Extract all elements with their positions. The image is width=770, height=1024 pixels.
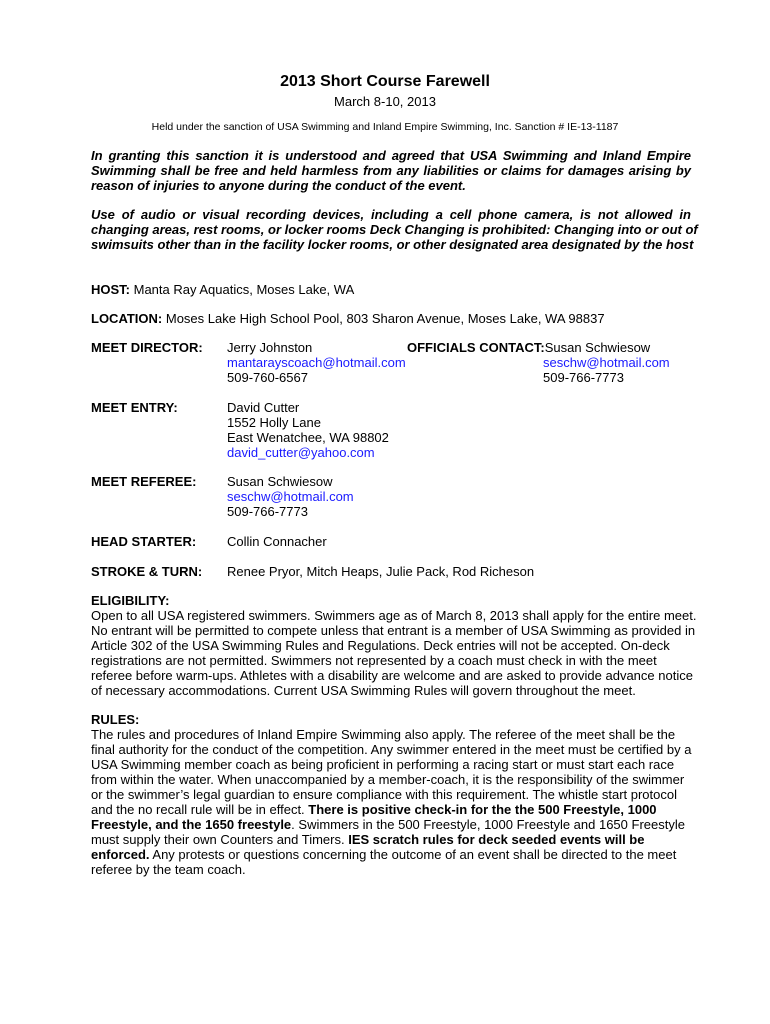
rules-line: from within the water. When unaccompanied by a member-coach, it is the responsibility of the swimmer: [91, 772, 685, 787]
eligibility-line: Article 302 of the USA Swimming Rules and Regulations. Deck entries will not be accepted. On-deck: [91, 638, 670, 653]
rules-line: USA Swimming member coach as being proficient in performing a racing start or must start each race: [91, 757, 675, 772]
rules-bold-text: There is positive check-in for the the 500 Freestyle, 1000: [308, 802, 657, 817]
rules-text: . Swimmers in the 500 Freestyle, 1000 Freestyle and 1650 Freestyle: [291, 817, 685, 832]
liability-disclaimer: [91, 148, 691, 193]
host-label: HOST:: [91, 282, 130, 297]
eligibility-line: of necessary accommodations. Current USA Swimming Rules will govern throughout the meet.: [91, 683, 636, 698]
location-value: Moses Lake High School Pool, 803 Sharon Avenue, Moses Lake, WA 98837: [165, 311, 605, 326]
rules-heading: RULES:: [91, 712, 140, 727]
stroke-turn-label: STROKE & TURN:: [91, 564, 203, 579]
rules-line: [91, 847, 691, 862]
rules-text: and the no recall rule will be in effect.: [91, 802, 309, 817]
meet-referee-email[interactable]: seschw@hotmail.com: [227, 489, 354, 504]
meet-referee-name: Susan Schwiesow: [227, 474, 333, 489]
rules-line: [91, 802, 691, 817]
sanction-line: Held under the sanction of USA Swimming and Inland Empire Swimming, Inc. Sanction # IE-13-1187: [151, 121, 619, 133]
disclaimer-line: reason of injuries to anyone during the conduct of the event.: [91, 178, 466, 193]
eligibility-line: Open to all USA registered swimmers. Swimmers age as of March 8, 2013 shall apply for the entire meet.: [91, 608, 697, 623]
rules-bold-text: enforced.: [91, 847, 150, 862]
rules-section: [91, 712, 691, 877]
meet-director-email[interactable]: mantarayscoach@hotmail.com: [227, 355, 406, 370]
officials-contact-email[interactable]: seschw@hotmail.com: [543, 355, 670, 370]
rules-line: [91, 832, 691, 847]
rules-line: The rules and procedures of Inland Empire Swimming also apply. The referee of the meet shall be the: [91, 727, 676, 742]
disclaimer-line: swimsuits other than in the facility locker rooms, or other designated area designated by the host: [91, 237, 694, 252]
meet-title: 2013 Short Course Farewell: [280, 73, 490, 90]
meet-director-phone: 509-760-6567: [227, 370, 308, 385]
meet-director-block: [227, 340, 406, 385]
officials-contact-details: [543, 355, 670, 385]
meet-referee-block: [227, 474, 354, 519]
stroke-turn-value: Renee Pryor, Mitch Heaps, Julie Pack, Rod Richeson: [227, 564, 535, 579]
rules-line: [91, 817, 691, 832]
host-row: [91, 282, 354, 297]
officials-contact-row: [407, 340, 650, 355]
head-starter-label: HEAD STARTER:: [91, 534, 197, 549]
head-starter-value: Collin Connacher: [227, 534, 327, 549]
location-label: LOCATION:: [91, 311, 163, 326]
rules-line: or the swimmer’s legal guardian to ensure compliance with this requirement. The whistle start protocol: [91, 787, 677, 802]
eligibility-line: No entrant will be permitted to compete unless that entrant is a member of USA Swimming as provided in: [91, 623, 696, 638]
disclaimer-line: changing areas, rest rooms, or locker rooms Deck Changing is prohibited: Changing into or out of: [91, 222, 698, 237]
meet-referee-phone: 509-766-7773: [227, 504, 308, 519]
recording-disclaimer: [91, 207, 698, 252]
location-row: [91, 311, 605, 326]
rules-bold-text: IES scratch rules for deck seeded events will be: [348, 832, 645, 847]
rules-line: referee by the team coach.: [91, 862, 246, 877]
rules-text: Any protests or questions concerning the outcome of an event shall be directed to the meet: [149, 847, 677, 862]
disclaimer-line: Use of audio or visual recording devices, including a cell phone camera, is not allowed in: [91, 207, 691, 222]
disclaimer-line: In granting this sanction it is understood and agreed that USA Swimming and Inland Empire: [91, 148, 691, 163]
officials-contact-phone: 509-766-7773: [543, 370, 624, 385]
meet-referee-label: MEET REFEREE:: [91, 474, 197, 489]
eligibility-line: registrations are not permitted. Swimmers not represented by a coach must check in with the meet: [91, 653, 657, 668]
meet-entry-name: David Cutter: [227, 400, 300, 415]
meet-entry-city: East Wenatchee, WA 98802: [227, 430, 389, 445]
eligibility-heading: ELIGIBILITY:: [91, 593, 170, 608]
eligibility-line: referee before warm-ups. Athletes with a disability are welcome and are asked to provide advance notice: [91, 668, 693, 683]
meet-dates: March 8-10, 2013: [334, 94, 436, 109]
rules-bold-text: Freestyle, and the 1650 freestyle: [91, 817, 292, 832]
eligibility-section: [91, 593, 697, 698]
meet-entry-block: [227, 400, 389, 460]
meet-entry-street: 1552 Holly Lane: [227, 415, 321, 430]
rules-text: must supply their own Counters and Timers.: [91, 832, 349, 847]
meet-entry-email[interactable]: david_cutter@yahoo.com: [227, 445, 375, 460]
meet-entry-label: MEET ENTRY:: [91, 400, 178, 415]
host-value: Manta Ray Aquatics, Moses Lake, WA: [133, 282, 355, 297]
officials-contact-name: Susan Schwiesow: [544, 340, 651, 355]
meet-director-name: Jerry Johnston: [227, 340, 313, 355]
disclaimer-line: Swimming shall be free and held harmless from any liabilities or claims for damages arising by: [91, 163, 691, 178]
rules-line: final authority for the conduct of the competition. Any swimmer entered in the meet must be certified by a: [91, 742, 692, 757]
officials-contact-label: OFFICIALS CONTACT:: [407, 340, 545, 355]
meet-director-label: MEET DIRECTOR:: [91, 340, 203, 355]
